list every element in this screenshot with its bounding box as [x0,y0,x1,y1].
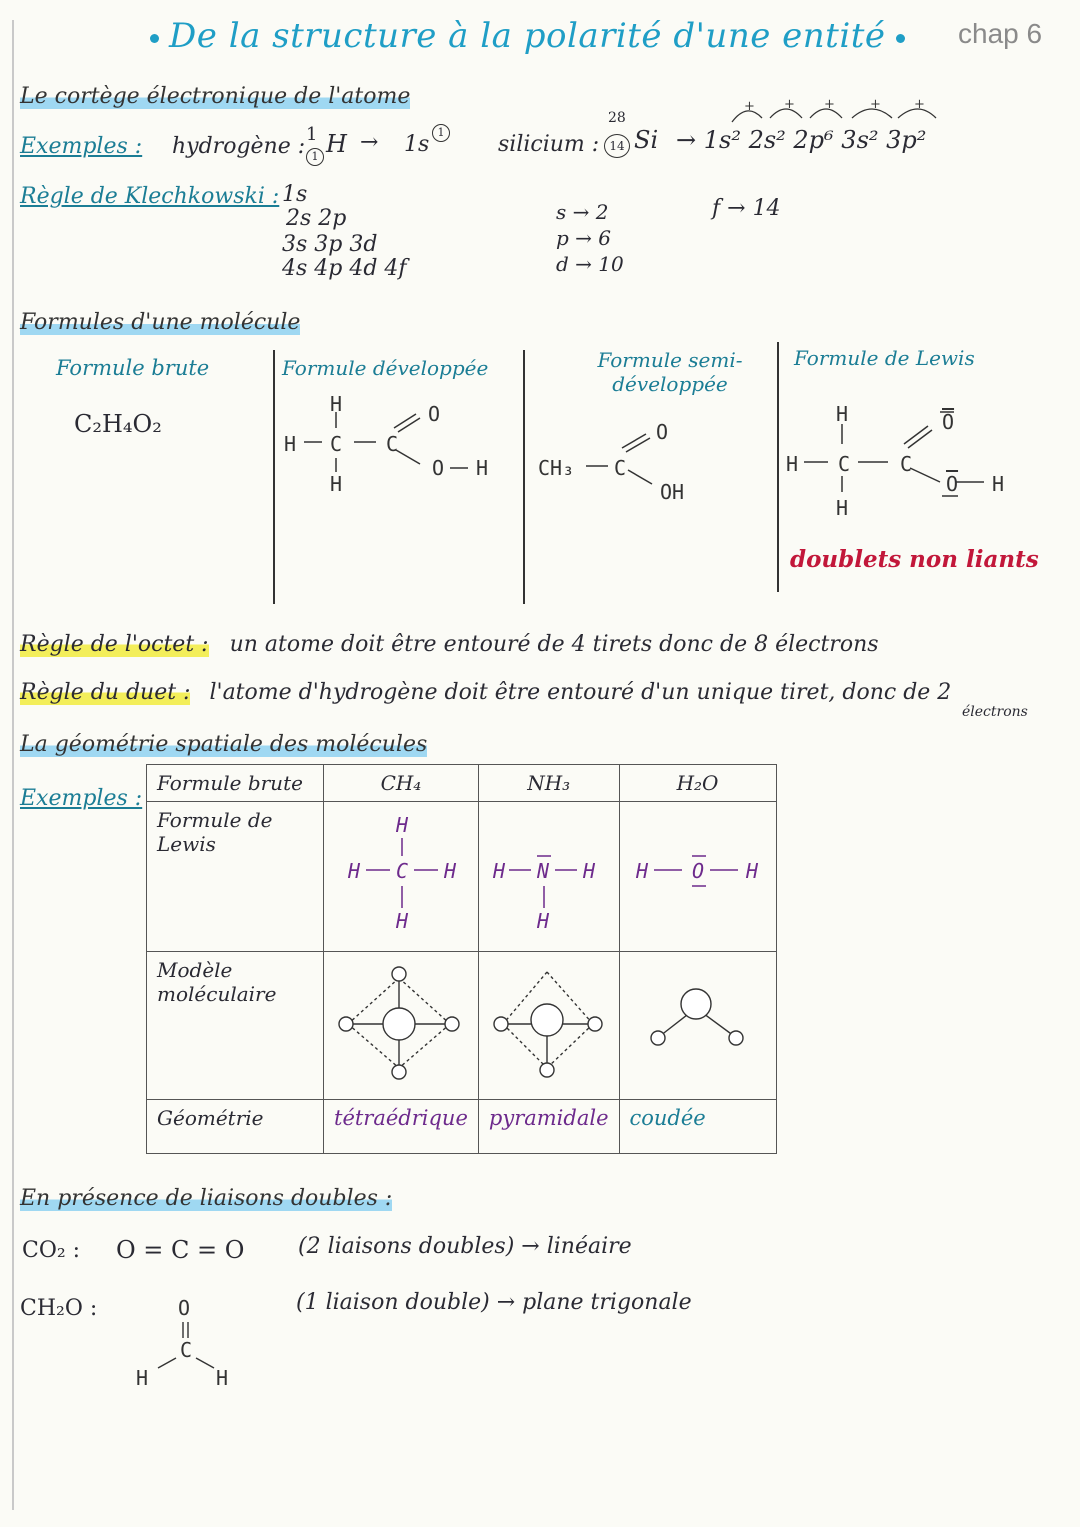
silicon-arcs [722,96,952,126]
atom-c: C [614,456,627,480]
klech-row3: 3s 3p 3d [282,232,378,257]
examples-label: Exemples : [20,134,143,159]
duet-text: l'atome d'hydrogène doit être entouré d'un unique tiret, donc de 2 [209,680,952,705]
klech-p: p → 6 [556,226,611,250]
duet-label: Règle du duet : [20,680,191,705]
duet-rule [20,680,951,705]
hydrogen-electron-count: 1 [432,124,450,142]
atom-c: C [900,452,913,476]
heading-text: Le cortège électronique de l'atome [20,84,411,109]
formula-nh3: NH₃ [478,765,619,802]
ch4-lewis-drawing [334,808,464,938]
page-title [140,16,915,56]
formula-h2o: H₂O [619,765,776,802]
atom-h: H [582,859,595,883]
svg-text:+: + [824,97,835,112]
row-label: Formule brute [147,765,324,802]
arrow: → [360,130,379,155]
hydrogen-config: 1s [404,132,430,157]
silicon-mass-number: 28 [608,110,626,126]
lewis-ch4 [324,802,479,952]
table-row [147,765,777,802]
octet-rule [20,632,879,657]
lewis-bonds [780,400,1020,510]
model-nh3 [478,952,619,1100]
atom-n: N [536,859,549,883]
ch2o-note: (1 liaison double) → plane trigonale [296,1290,692,1315]
atom-h: H [836,402,849,426]
atom-h: H [396,813,409,837]
title-text: De la structure à la polarité d'une entité [169,16,886,56]
brute-title: Formule brute [56,356,210,380]
divider [523,350,525,604]
svg-text:+: + [870,97,881,112]
co2-note: (2 liaisons doubles) → linéaire [298,1234,632,1259]
hydrogen-atomic-number: 1 [306,148,324,166]
atom-c: C [330,432,343,456]
octet-text: un atome doit être entouré de 4 tirets donc de 8 électrons [229,632,879,657]
lewis-h2o [619,802,776,952]
atom-h: H [330,392,343,416]
section-heading-formules [20,310,300,335]
atom-h: H [444,859,457,883]
row-label: Géométrie [147,1100,324,1154]
co2-formula: O = C = O [116,1236,245,1264]
geometry-nh3: pyramidale [478,1100,619,1154]
atom-h: H [284,432,297,456]
atom-h: H [348,859,361,883]
geometry-h2o: coudée [619,1100,776,1154]
h2o-model-icon [630,958,766,1088]
silicon-symbol: Si [634,126,659,154]
atom-ch3: CH₃ [538,456,575,480]
atom-c: C [386,432,399,456]
svg-text:+: + [744,99,755,114]
atom-h: H [476,456,489,480]
hydrogen-mass-number: 1 [306,124,318,145]
geometry-table [146,764,777,1154]
model-h2o [619,952,776,1100]
row-label: Modèle moléculaire [147,952,324,1100]
atom-c: C [180,1338,193,1362]
section-heading-cortege [20,84,410,109]
nh3-model-icon [489,958,605,1088]
chapter-label: chap 6 [958,18,1043,49]
developpee-title: Formule développée [282,356,489,380]
silicon-label: silicium : [498,132,600,157]
klech-d: d → 10 [556,252,624,276]
brute-formula: C₂H₄O₂ [74,410,162,438]
atom-o: O [428,402,441,426]
developpee-bonds [280,390,510,500]
geometry-ch4: tétraédrique [324,1100,479,1154]
geometry-examples-label: Exemples : [20,786,143,811]
atom-o: O [178,1296,191,1320]
model-ch4 [324,952,479,1100]
atom-h: H [536,909,549,933]
atom-o: O [656,420,669,444]
klech-f: f → 14 [712,196,781,221]
atom-h: H [635,859,648,883]
table-row [147,952,777,1100]
bullet-dot-icon [896,34,905,43]
margin-line [12,20,14,1510]
ch4-model-icon [334,958,464,1088]
octet-label: Règle de l'octet : [20,632,209,657]
klech-row1: 1s [282,182,308,207]
atom-h: H [396,909,409,933]
table-row [147,802,777,952]
section-heading-double-bonds [20,1186,392,1211]
divider [777,342,779,592]
hydrogen-label: hydrogène : [172,134,306,159]
atom-c: C [396,859,409,883]
heading-text: En présence de liaisons doubles : [20,1186,393,1211]
atom-o: $\overline{O}$ [942,410,955,434]
silicon-atomic-number: 14 [604,134,630,158]
atom-c: C [838,452,851,476]
divider [273,350,275,604]
atom-h: H [330,472,343,496]
ch2o-label: CH₂O : [20,1296,98,1321]
atom-h: H [836,496,849,520]
atom-h: H [216,1366,229,1390]
nh3-lewis-drawing [489,808,605,938]
semi-bonds [580,420,680,500]
lewis-title: Formule de Lewis [794,346,975,370]
lewis-nh3 [478,802,619,952]
silicon-config: → 1s² 2s² 2p⁶ 3s² 3p² [676,126,927,154]
bullet-dot-icon [150,34,159,43]
atom-h: H [992,472,1005,496]
heading-text: La géométrie spatiale des molécules [20,732,428,757]
atom-h: H [745,859,758,883]
table-row [147,1100,777,1154]
atom-h: H [786,452,799,476]
h2o-lewis-drawing [630,808,766,938]
svg-text:+: + [784,97,795,112]
atom-oh: OH [660,480,685,504]
section-heading-geometry [20,732,427,757]
atom-o: O [432,456,445,480]
svg-text:+: + [914,97,925,112]
klech-row2: 2s 2p [286,206,347,231]
doublets-note: doublets non liants [790,546,1039,573]
atom-o: O [691,859,704,883]
atom-h: H [136,1366,149,1390]
klechkowski-label: Règle de Klechkowski : [20,184,280,209]
row-label: Formule de Lewis [147,802,324,952]
ch2o-bonds [140,1318,230,1374]
hydrogen-symbol: H [326,130,347,158]
atom-h: H [492,859,505,883]
duet-text-wrap: électrons [962,704,1028,720]
semi-title: Formule semi-développée [597,348,743,396]
co2-label: CO₂ : [22,1238,81,1263]
klech-row4: 4s 4p 4d 4f [282,256,407,281]
heading-text: Formules d'une molécule [20,310,301,335]
atom-o: $\overline{O}$ [946,472,959,496]
klech-s: s → 2 [556,200,609,224]
formula-ch4: CH₄ [324,765,479,802]
